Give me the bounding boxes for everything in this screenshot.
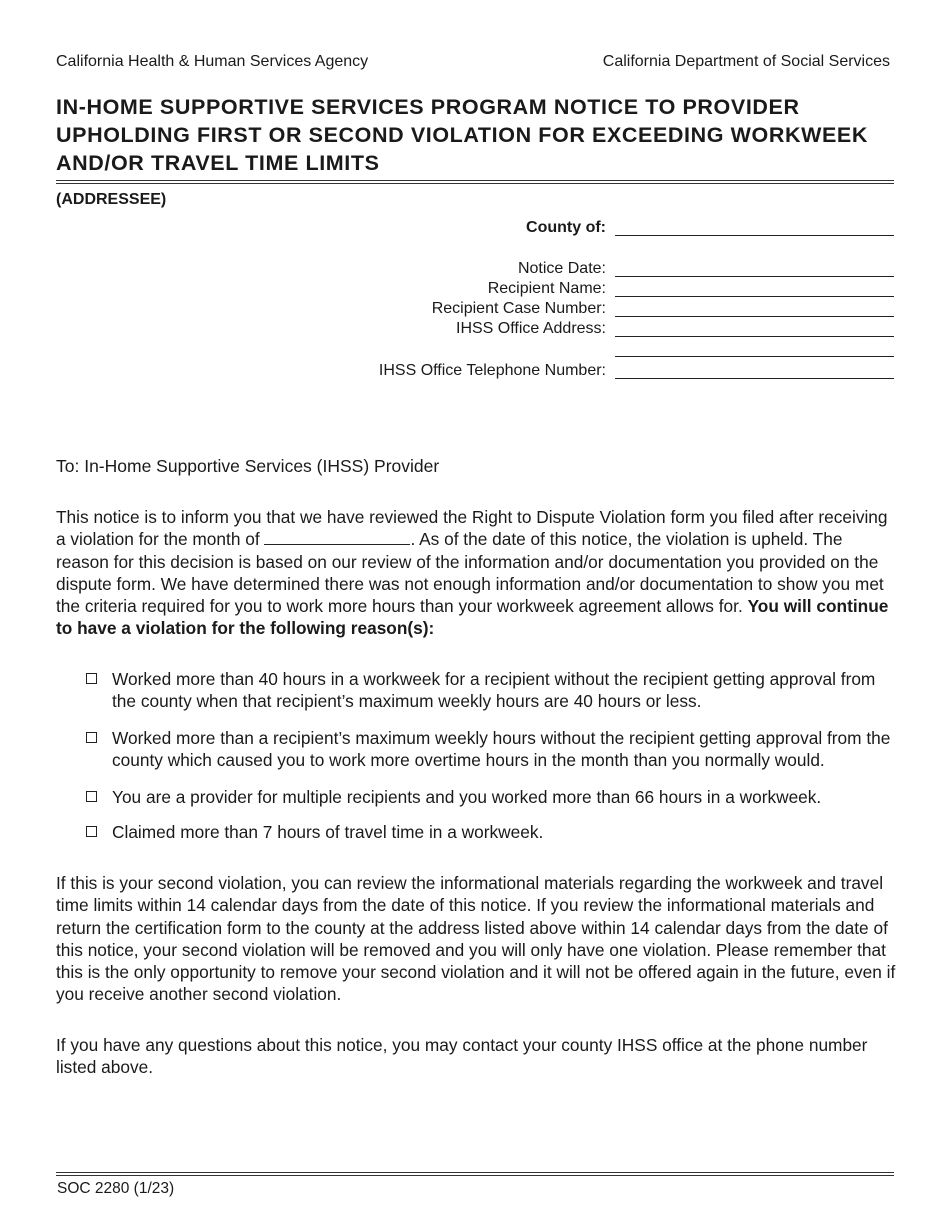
to-line: To: In-Home Supportive Services (IHSS) Provider — [56, 456, 440, 476]
office-address-label: IHSS Office Address: — [456, 320, 606, 337]
reason-text-3: You are a provider for multiple recipients and you worked more than 66 hours in a workweek. — [112, 787, 822, 807]
county-field — [200, 219, 894, 239]
questions-paragraph: If you have any questions about this notice, you may contact your county IHSS office at the phone number listed above. — [56, 1035, 868, 1078]
notice-date-input-line[interactable] — [615, 276, 894, 277]
month-blank[interactable] — [264, 530, 410, 545]
recipient-name-input-line[interactable] — [615, 296, 894, 297]
office-address-input-line[interactable] — [615, 336, 894, 337]
county-input-line[interactable] — [615, 235, 894, 236]
recipient-case-number-input-line[interactable] — [615, 316, 894, 317]
recipient-case-number-field — [200, 300, 894, 320]
intro-text-2: . As of the date of this notice, the violation is upheld. The reason for this decision is based on our review of the information and/or documentation you provided on the dispute form. We have determined there was not enough information and/or documentation to show you met the criteria required for you to work more hours than your workweek agreement allows for. — [56, 529, 884, 617]
reason-checkbox-2[interactable] — [86, 732, 97, 743]
reason-checkbox-3[interactable] — [86, 791, 97, 802]
office-address-field — [200, 320, 894, 340]
footer-divider — [56, 1172, 894, 1176]
header-divider — [56, 180, 894, 184]
office-address-input-line-2[interactable] — [615, 356, 894, 357]
reason-checkbox-1[interactable] — [86, 673, 97, 684]
reason-text-1: Worked more than 40 hours in a workweek for a recipient without the recipient getting approval from the county when that recipient’s maximum weekly hours are 40 hours or less. — [112, 669, 876, 712]
county-label: County of: — [526, 219, 606, 236]
notice-date-field — [200, 260, 894, 280]
office-phone-input-line[interactable] — [615, 378, 894, 379]
notice-title: IN-HOME SUPPORTIVE SERVICES PROGRAM NOTICE TO PROVIDER UPHOLDING FIRST OR SECOND VIOLATION FOR EXCEEDING WORKWEEK AND/OR TRAVEL TIME LIMITS — [56, 95, 869, 175]
recipient-case-number-label: Recipient Case Number: — [431, 300, 606, 317]
intro-text-1: This notice is to inform you that we have reviewed the Right to Dispute Violation form you filed after receiving a violation for the month of — [56, 507, 888, 550]
recipient-name-field — [200, 280, 894, 300]
addressee-label: (ADDRESSEE) — [56, 191, 167, 208]
agency-left: California Health & Human Services Agency — [56, 53, 369, 70]
office-phone-label: IHSS Office Telephone Number: — [378, 362, 606, 379]
form-number: SOC 2280 (1/23) — [57, 1180, 175, 1197]
notice-date-label: Notice Date: — [517, 260, 606, 277]
reason-text-4: Claimed more than 7 hours of travel time in a workweek. — [112, 822, 544, 842]
second-violation-paragraph: If this is your second violation, you can review the informational materials regarding the workweek and travel time limits within 14 calendar days from the date of this notice. If you review the informational materials and return the certification form to the county at the address listed above within 14 calendar days from the date of this notice, your second violation will be removed and you will only have one violation. Please remember that this is the only opportunity to remove your second violation and it will not be offered again in the future, even if you receive another second violation. — [56, 873, 896, 1005]
recipient-name-label: Recipient Name: — [487, 280, 606, 297]
agency-right: California Department of Social Services — [602, 53, 890, 70]
intro-bold-text: You will continue to have a violation for the following reason(s): — [56, 596, 889, 639]
office-address-line-2 — [200, 340, 894, 360]
reason-checkbox-4[interactable] — [86, 826, 97, 837]
office-phone-field — [200, 362, 894, 382]
intro-paragraph — [56, 506, 898, 640]
reason-text-2: Worked more than a recipient’s maximum weekly hours without the recipient getting approval from the county which caused you to work more overtime hours in the month than you normally would. — [112, 728, 891, 771]
